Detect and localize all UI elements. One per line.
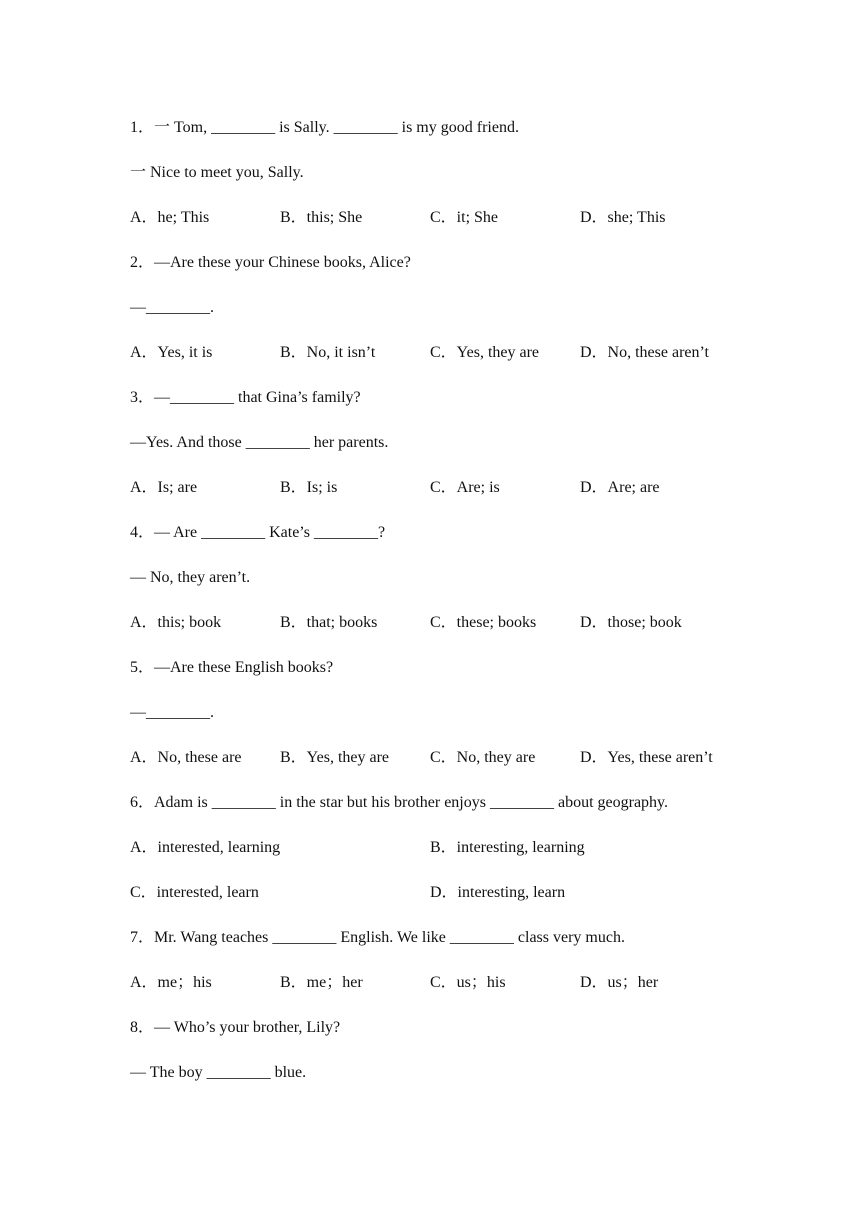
question-1-stem: 1．一 Tom, ________ is Sally. ________ is my good friend.	[130, 119, 519, 136]
option-a: A．Is; are	[130, 479, 198, 496]
question-2-stem: 2．—Are these your Chinese books, Alice?	[130, 254, 411, 271]
question-3-options	[130, 475, 770, 520]
option-c: C．us；his	[430, 974, 506, 991]
option-b: B．interesting, learning	[430, 839, 585, 856]
option-d: D．interesting, learn	[430, 884, 566, 901]
question-6-options-row-2	[130, 880, 770, 925]
question-1-options	[130, 205, 770, 250]
question-list	[130, 115, 770, 1105]
option-d: D．us；her	[580, 974, 659, 991]
question-8-stem: 8．— Who’s your brother, Lily?	[130, 1019, 341, 1036]
question-7-stem: 7．Mr. Wang teaches ________ English. We like ________ class very much.	[130, 929, 625, 946]
option-c: C．interested, learn	[130, 884, 259, 901]
option-a: A．interested, learning	[130, 839, 281, 856]
question-1-dialog: 一 Nice to meet you, Sally.	[130, 164, 304, 181]
option-d: D．she; This	[580, 209, 666, 226]
question-4-options	[130, 610, 770, 655]
question-2-options	[130, 340, 770, 385]
option-d: D．Yes, these aren’t	[580, 749, 713, 766]
option-b: B．me；her	[280, 974, 363, 991]
question-4-stem: 4．— Are ________ Kate’s ________?	[130, 524, 386, 541]
option-a: A．this; book	[130, 614, 222, 631]
question-8-dialog: — The boy ________ blue.	[130, 1064, 307, 1081]
option-b: B．Is; is	[280, 479, 338, 496]
option-d: D．No, these aren’t	[580, 344, 710, 361]
option-b: B．that; books	[280, 614, 378, 631]
question-5-stem: 5．—Are these English books?	[130, 659, 334, 676]
option-a: A．he; This	[130, 209, 210, 226]
option-d: D．those; book	[580, 614, 682, 631]
option-c: C．these; books	[430, 614, 537, 631]
option-b: B．this; She	[280, 209, 363, 226]
question-6-stem: 6．Adam is ________ in the star but his brother enjoys ________ about geography.	[130, 794, 668, 811]
option-b: B．Yes, they are	[280, 749, 390, 766]
option-d: D．Are; are	[580, 479, 660, 496]
question-2-dialog: —________.	[130, 299, 214, 316]
question-5-options	[130, 745, 770, 790]
question-6-options-row-1	[130, 835, 770, 880]
question-5-dialog: —________.	[130, 704, 214, 721]
option-c: C．it; She	[430, 209, 499, 226]
option-c: C．Are; is	[430, 479, 500, 496]
option-a: A．No, these are	[130, 749, 242, 766]
option-c: C．Yes, they are	[430, 344, 540, 361]
option-a: A．me；his	[130, 974, 212, 991]
option-b: B．No, it isn’t	[280, 344, 376, 361]
option-c: C．No, they are	[430, 749, 536, 766]
question-7-options	[130, 970, 770, 1015]
question-4-dialog: — No, they aren’t.	[130, 569, 251, 586]
question-3-dialog: —Yes. And those ________ her parents.	[130, 434, 389, 451]
option-a: A．Yes, it is	[130, 344, 213, 361]
question-3-stem: 3．—________ that Gina’s family?	[130, 389, 361, 406]
